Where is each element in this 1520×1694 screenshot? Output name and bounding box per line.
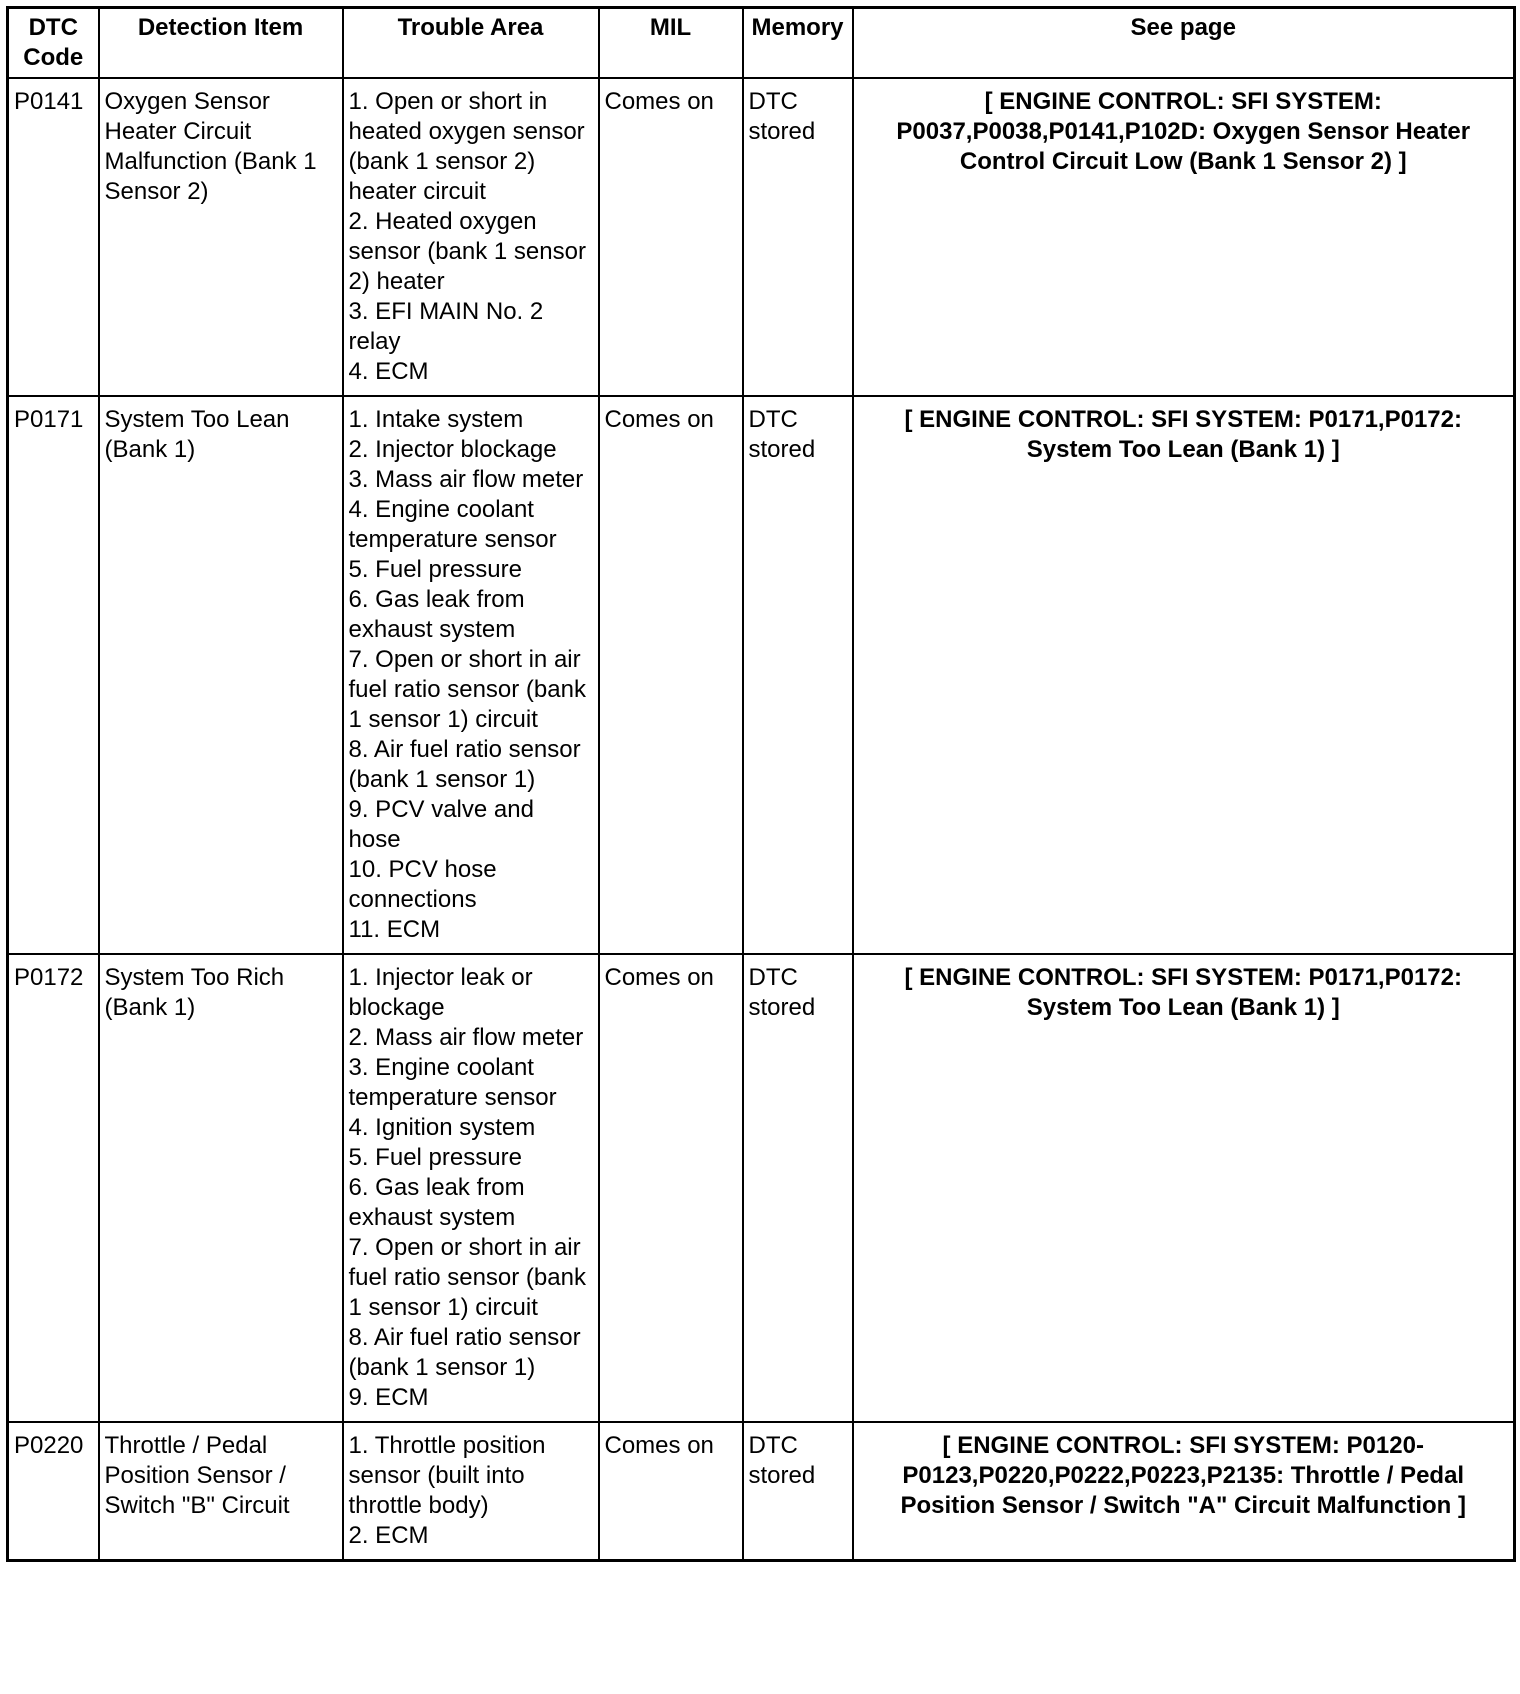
memory-cell: DTC stored (743, 396, 853, 954)
trouble-area-cell (343, 954, 599, 1422)
header-trouble-area: Trouble Area (343, 8, 599, 79)
trouble-area-item: 5. Fuel pressure (348, 1144, 522, 1171)
see-page-link[interactable]: [ ENGINE CONTROL: SFI SYSTEM: P0120-P0123,P0220,P0222,P0223,P2135: Throttle / Pedal Position Sensor / Switch "A" Circuit Malfunction ] (853, 1422, 1515, 1561)
table-row (8, 1422, 1515, 1561)
header-dtc-code (8, 8, 99, 79)
trouble-area-item: 1. Injector leak or blockage (348, 964, 533, 1021)
header-mil: MIL (599, 8, 743, 79)
trouble-area-item: 4. Engine coolant temperature sensor (348, 496, 557, 553)
detection-item-cell: System Too Rich (Bank 1) (99, 954, 343, 1422)
trouble-area-item: 8. Air fuel ratio sensor (bank 1 sensor 1) (348, 736, 581, 793)
mil-cell: Comes on (599, 396, 743, 954)
trouble-area-item: 3. Engine coolant temperature sensor (348, 1054, 557, 1111)
detection-item-cell: Throttle / Pedal Position Sensor / Switch "B" Circuit (99, 1422, 343, 1561)
trouble-area-item: 9. ECM (348, 1384, 429, 1411)
dtc-code-cell: P0141 (8, 78, 99, 396)
memory-cell: DTC stored (743, 954, 853, 1422)
trouble-area-item: 8. Air fuel ratio sensor (bank 1 sensor 1) (348, 1324, 581, 1381)
memory-cell: DTC stored (743, 78, 853, 396)
table-row (8, 78, 1515, 396)
trouble-area-cell (343, 396, 599, 954)
header-dtc-code-line1: DTC (28, 14, 78, 41)
mil-cell: Comes on (599, 954, 743, 1422)
trouble-area-item: 6. Gas leak from exhaust system (348, 586, 525, 643)
trouble-area-item: 9. PCV valve and hose (348, 796, 534, 853)
mil-cell: Comes on (599, 78, 743, 396)
dtc-code-cell: P0220 (8, 1422, 99, 1561)
detection-item-cell: Oxygen Sensor Heater Circuit Malfunction (Bank 1 Sensor 2) (99, 78, 343, 396)
header-detection-item: Detection Item (99, 8, 343, 79)
detection-item-cell: System Too Lean (Bank 1) (99, 396, 343, 954)
header-see-page: See page (853, 8, 1515, 79)
dtc-table (6, 6, 1516, 1562)
trouble-area-item: 2. Heated oxygen sensor (bank 1 sensor 2) heater (348, 208, 586, 295)
trouble-area-item: 3. EFI MAIN No. 2 relay (348, 298, 544, 355)
trouble-area-item: 7. Open or short in air fuel ratio sensor (bank 1 sensor 1) circuit (348, 1234, 586, 1321)
trouble-area-item: 2. Injector blockage (348, 436, 557, 463)
trouble-area-item: 4. Ignition system (348, 1114, 536, 1141)
trouble-area-item: 6. Gas leak from exhaust system (348, 1174, 525, 1231)
table-row (8, 954, 1515, 1422)
header-row (8, 8, 1515, 79)
see-page-link[interactable]: [ ENGINE CONTROL: SFI SYSTEM: P0037,P0038,P0141,P102D: Oxygen Sensor Heater Control Circuit Low (Bank 1 Sensor 2) ] (853, 78, 1515, 396)
header-dtc-code-line2: Code (23, 44, 84, 71)
mil-cell: Comes on (599, 1422, 743, 1561)
dtc-code-cell: P0171 (8, 396, 99, 954)
trouble-area-item: 3. Mass air flow meter (348, 466, 584, 493)
trouble-area-item: 4. ECM (348, 358, 429, 385)
trouble-area-cell (343, 1422, 599, 1561)
memory-cell: DTC stored (743, 1422, 853, 1561)
trouble-area-item: 1. Open or short in heated oxygen sensor (bank 1 sensor 2) heater circuit (348, 88, 585, 205)
see-page-link[interactable]: [ ENGINE CONTROL: SFI SYSTEM: P0171,P0172: System Too Lean (Bank 1) ] (853, 396, 1515, 954)
trouble-area-item: 11. ECM (348, 916, 441, 943)
trouble-area-item: 1. Intake system (348, 406, 524, 433)
see-page-link[interactable]: [ ENGINE CONTROL: SFI SYSTEM: P0171,P0172: System Too Lean (Bank 1) ] (853, 954, 1515, 1422)
trouble-area-cell (343, 78, 599, 396)
table-row (8, 396, 1515, 954)
trouble-area-item: 7. Open or short in air fuel ratio sensor (bank 1 sensor 1) circuit (348, 646, 586, 733)
trouble-area-item: 1. Throttle position sensor (built into throttle body) (348, 1432, 546, 1519)
trouble-area-item: 2. Mass air flow meter (348, 1024, 584, 1051)
header-memory: Memory (743, 8, 853, 79)
trouble-area-item: 5. Fuel pressure (348, 556, 522, 583)
dtc-code-cell: P0172 (8, 954, 99, 1422)
trouble-area-item: 2. ECM (348, 1522, 429, 1549)
trouble-area-item: 10. PCV hose connections (348, 856, 497, 913)
